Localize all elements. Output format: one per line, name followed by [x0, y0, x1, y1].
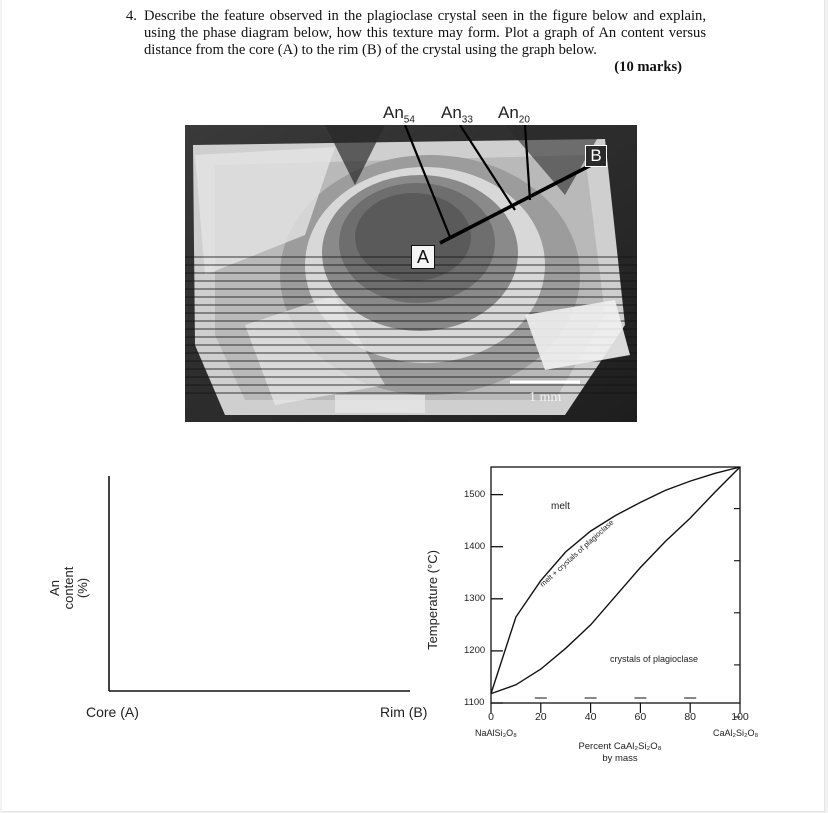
solid-label: crystals of plagioclase — [610, 654, 699, 664]
y-tick-label: 1100 — [464, 697, 485, 708]
temperature-axis-label: Temperature (°C) — [425, 550, 440, 650]
core-label: Core (A) — [86, 704, 139, 720]
two-phase-label: melt + crystals of plagioclase — [538, 517, 616, 589]
point-b-label: B — [585, 145, 607, 167]
an54-label: $An_{54}$ — [383, 103, 415, 126]
ylabel-line-unit: (%) — [75, 577, 90, 599]
scale-bar-label: 1 mm — [529, 390, 562, 405]
endmember-anorthite: CaAl₂Si₂O₈ — [713, 728, 759, 738]
endmember-albite: NaAlSi₃O₈ — [475, 728, 517, 738]
question-text: Describe the feature observed in the plagioclase crystal seen in the figure below and explain, using the phase diagram below, how this texture may form. Plot a graph of An content versus distance from the core (A) to the rim (B) of the crystal using the graph below. — [144, 8, 706, 58]
y-tick-label: 1400 — [464, 540, 486, 552]
x-tick-label: 20 — [534, 711, 547, 723]
melt-label: melt — [551, 501, 570, 512]
an33-label: $An_{33}$ — [441, 103, 473, 126]
an20-label: $An_{20}$ — [498, 103, 530, 126]
question-marks: (10 marks) — [614, 59, 682, 75]
x-tick-label: 40 — [584, 711, 597, 723]
y-tick-label: 1500 — [464, 488, 486, 500]
x-tick-label: 0 — [488, 711, 494, 723]
point-a-label: A — [411, 245, 435, 269]
x-tick-label: 80 — [684, 711, 697, 723]
composition-axis-label: Percent CaAl₂Si₂O₈ by mass — [578, 741, 662, 764]
rim-label: Rim (B) — [380, 704, 428, 720]
phase-frame-box — [491, 467, 740, 703]
x-tick-label: 60 — [634, 711, 647, 723]
ylabel-line-content: content — [61, 566, 76, 610]
x-tick-label: 100 — [731, 711, 749, 723]
question-number: 4. — [126, 8, 137, 24]
y-tick-label: 1200 — [464, 644, 486, 656]
ylabel-line-an: An — [47, 580, 62, 596]
y-tick-label: 1300 — [464, 592, 486, 604]
